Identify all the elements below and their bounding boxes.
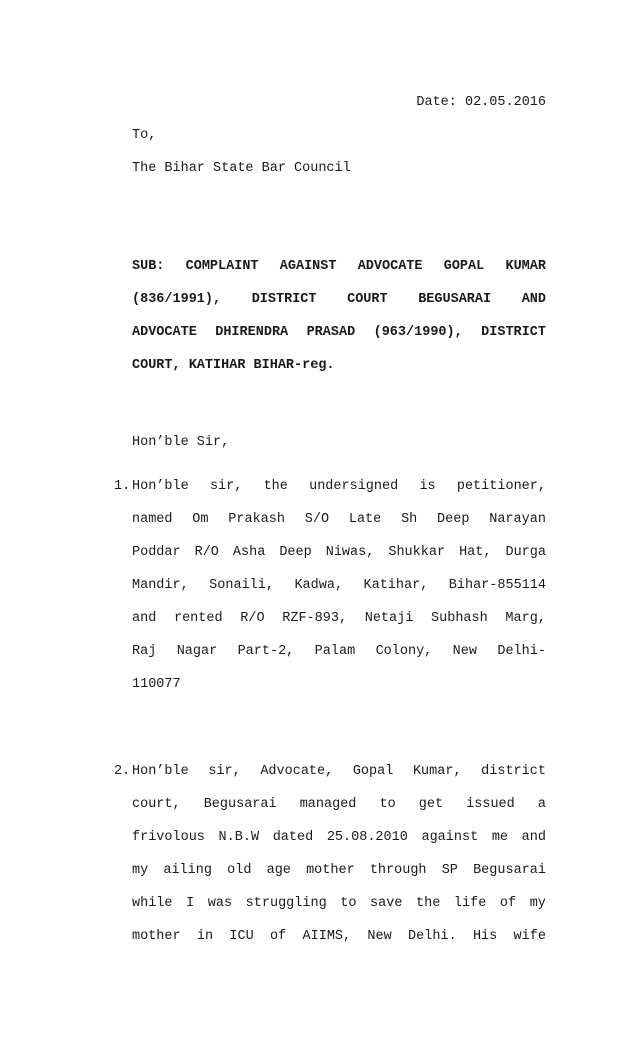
word: Begusarai xyxy=(473,863,546,878)
paragraph-1-number: 1. xyxy=(114,479,131,494)
word: Deep xyxy=(437,512,470,527)
word: SUB: xyxy=(132,259,165,274)
word: GOPAL xyxy=(443,259,485,274)
word: COURT xyxy=(347,292,388,307)
word: is xyxy=(419,479,436,494)
word: save xyxy=(370,896,403,911)
word: 25.08.2010 xyxy=(326,830,408,845)
word: undersigned xyxy=(309,479,399,494)
word: Kumar, xyxy=(412,764,462,779)
word: was xyxy=(207,896,233,911)
paragraph-2-line-1 xyxy=(132,763,546,780)
word: DISTRICT xyxy=(251,292,317,307)
paragraph-1-line-4 xyxy=(132,577,546,594)
word: Netaji xyxy=(364,611,414,626)
word: AND xyxy=(521,292,546,307)
word: ailing xyxy=(163,863,212,878)
word: sir, xyxy=(208,764,241,779)
word: (963/1990), xyxy=(373,325,463,340)
word: Raj xyxy=(132,644,157,659)
word: Colony, xyxy=(375,644,433,659)
paragraph-1-line-6 xyxy=(132,643,546,660)
subject-line-4: COURT, KATIHAR BIHAR-reg. xyxy=(132,358,335,373)
word: issued xyxy=(466,797,515,812)
word: Katihar, xyxy=(363,578,429,593)
word: life xyxy=(453,896,487,911)
word: COMPLAINT xyxy=(185,259,259,274)
word: dated xyxy=(272,830,314,845)
word: sir, xyxy=(209,479,243,494)
word: New xyxy=(367,929,392,944)
word: RZF-893, xyxy=(282,611,348,626)
word: old xyxy=(227,863,252,878)
word: while xyxy=(132,896,173,911)
word: Marg, xyxy=(505,611,546,626)
word: Kadwa, xyxy=(294,578,344,593)
word: ICU xyxy=(229,929,254,944)
word: Delhi- xyxy=(497,644,546,659)
word: to xyxy=(379,797,396,812)
word: Gopal xyxy=(352,764,394,779)
word: to xyxy=(340,896,357,911)
word: Hon’ble xyxy=(132,764,189,779)
word: PRASAD xyxy=(306,325,356,340)
word: ADVOCATE xyxy=(132,325,197,340)
subject-line-2 xyxy=(132,291,546,308)
paragraph-2-line-5 xyxy=(132,895,546,912)
word: my xyxy=(132,863,149,878)
word: me xyxy=(491,830,509,845)
word: frivolous xyxy=(132,830,205,845)
word: Begusarai xyxy=(203,797,277,812)
subject-line-3 xyxy=(132,324,546,341)
word: struggling xyxy=(245,896,327,911)
word: of xyxy=(499,896,517,911)
word: Durga xyxy=(505,545,546,560)
word: His xyxy=(472,929,498,944)
word: a xyxy=(537,797,546,812)
word: court, xyxy=(132,797,181,812)
paragraph-1-line-5 xyxy=(132,610,546,627)
paragraph-2-number: 2. xyxy=(114,764,131,779)
word: petitioner, xyxy=(456,479,546,494)
word: R/O xyxy=(194,545,219,560)
letter-date: Date: 02.05.2016 xyxy=(416,95,546,110)
word: Narayan xyxy=(489,512,546,527)
word: DISTRICT xyxy=(481,325,546,340)
to-line: To, xyxy=(132,128,157,143)
word: Subhash xyxy=(431,611,488,626)
word: in xyxy=(196,929,214,944)
word: Sonaili, xyxy=(209,578,274,593)
subject-line-1 xyxy=(132,258,546,275)
word: R/O xyxy=(240,611,265,626)
salutation: Hon’ble Sir, xyxy=(132,435,230,450)
word: ADVOCATE xyxy=(357,259,423,274)
word: Poddar xyxy=(132,545,181,560)
word: Sh xyxy=(401,512,418,527)
word: Delhi. xyxy=(408,929,457,944)
word: age xyxy=(266,863,291,878)
word: mother xyxy=(132,929,181,944)
word: Om xyxy=(192,512,209,527)
recipient-line: The Bihar State Bar Council xyxy=(132,161,351,176)
word: BEGUSARAI xyxy=(418,292,492,307)
word: against xyxy=(421,830,479,845)
word: district xyxy=(481,764,546,779)
word: of xyxy=(270,929,287,944)
word: (836/1991), xyxy=(132,292,222,307)
word: Bihar-855114 xyxy=(448,578,546,593)
word: mother xyxy=(306,863,355,878)
word: my xyxy=(529,896,546,911)
word: the xyxy=(416,896,441,911)
word: N.B.W xyxy=(218,830,260,845)
word: DHIRENDRA xyxy=(215,325,289,340)
word: I xyxy=(186,896,195,911)
paragraph-2-line-3 xyxy=(132,829,546,846)
paragraph-1-line-7: 110077 xyxy=(132,677,181,692)
word: Shukkar xyxy=(388,545,446,560)
word: S/O xyxy=(304,512,330,527)
word: the xyxy=(263,479,288,494)
word: Palam xyxy=(314,644,356,659)
word: rented xyxy=(173,611,223,626)
word: wife xyxy=(513,929,546,944)
word: AGAINST xyxy=(279,259,337,274)
paragraph-2-line-6 xyxy=(132,928,546,945)
word: get xyxy=(418,797,444,812)
word: Niwas, xyxy=(325,545,375,560)
word: New xyxy=(452,644,477,659)
paragraph-1-line-3 xyxy=(132,544,546,561)
paragraph-1-line-1 xyxy=(132,478,546,495)
word: through xyxy=(369,863,427,878)
paragraph-1-line-2 xyxy=(132,511,546,528)
word: Asha xyxy=(232,545,266,560)
word: AIIMS, xyxy=(302,929,352,944)
word: KUMAR xyxy=(505,259,546,274)
word: Nagar xyxy=(176,644,218,659)
word: and xyxy=(132,611,157,626)
word: managed xyxy=(299,797,357,812)
word: Deep xyxy=(279,545,312,560)
word: Hat, xyxy=(459,545,492,560)
word: SP xyxy=(441,863,458,878)
word: Advocate, xyxy=(260,764,334,779)
paragraph-2-line-2 xyxy=(132,796,546,813)
word: Prakash xyxy=(228,512,285,527)
word: Late xyxy=(348,512,382,527)
word: Part-2, xyxy=(237,644,295,659)
word: named xyxy=(132,512,173,527)
word: and xyxy=(521,830,546,845)
word: Hon’ble xyxy=(132,479,189,494)
paragraph-2-line-4 xyxy=(132,862,546,879)
word: Mandir, xyxy=(132,578,189,593)
